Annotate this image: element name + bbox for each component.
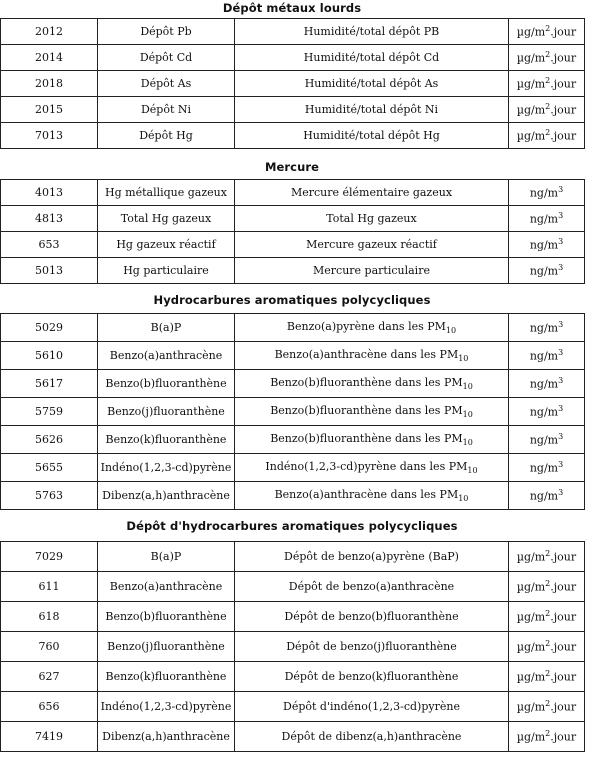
description-text: Mercure gazeux réactif <box>306 238 437 251</box>
code-cell: 5655 <box>1 454 98 482</box>
table-row <box>1 398 585 426</box>
description-cell <box>235 722 509 752</box>
description-text: Benzo(b)fluoranthène dans les PM <box>270 431 463 445</box>
pollutant-name-cell: Dépôt Hg <box>98 123 235 149</box>
unit-base: µg/m <box>516 51 546 65</box>
description-cell <box>235 398 509 426</box>
unit-cell <box>509 542 585 572</box>
unit-suffix: .jour <box>550 550 577 564</box>
unit-suffix: .jour <box>550 51 577 65</box>
pollutant-name-cell: Benzo(j)fluoranthène <box>98 632 235 662</box>
unit-exponent: 3 <box>558 211 564 221</box>
unit-exponent: 3 <box>558 376 564 386</box>
description-cell <box>235 662 509 692</box>
description-subscript: 10 <box>462 410 473 420</box>
description-text: Dépôt de benzo(b)fluoranthène <box>284 610 459 623</box>
unit-base: ng/m <box>529 321 559 335</box>
code-cell: 656 <box>1 692 98 722</box>
description-text: Dépôt de benzo(j)fluoranthène <box>286 640 457 653</box>
unit-base: ng/m <box>529 461 559 475</box>
description-text: Benzo(b)fluoranthène dans les PM <box>270 375 463 389</box>
code-cell: 5610 <box>1 342 98 370</box>
unit-suffix: .jour <box>550 129 577 143</box>
table-row <box>1 426 585 454</box>
description-text: Benzo(a)anthracène dans les PM <box>274 487 459 501</box>
code-cell: 627 <box>1 662 98 692</box>
unit-suffix: .jour <box>550 580 577 594</box>
code-cell: 5759 <box>1 398 98 426</box>
unit-exponent: 2 <box>545 579 551 589</box>
unit-cell <box>509 314 585 342</box>
pollutant-name-cell: Benzo(b)fluoranthène <box>98 370 235 398</box>
unit-base: ng/m <box>529 212 559 226</box>
unit-exponent: 3 <box>558 404 564 414</box>
pollutant-name-cell: Hg gazeux réactif <box>98 232 235 258</box>
unit-exponent: 2 <box>545 50 551 60</box>
code-cell: 7419 <box>1 722 98 752</box>
pollutant-name-cell: Dépôt As <box>98 71 235 97</box>
unit-base: µg/m <box>516 550 546 564</box>
table-row <box>1 542 585 572</box>
unit-cell <box>509 602 585 632</box>
code-cell: 5626 <box>1 426 98 454</box>
unit-cell <box>509 206 585 232</box>
code-cell: 2018 <box>1 71 98 97</box>
description-text: Dépôt d'indéno(1,2,3-cd)pyrène <box>283 700 460 713</box>
unit-base: ng/m <box>529 377 559 391</box>
unit-exponent: 2 <box>545 609 551 619</box>
unit-base: µg/m <box>516 77 546 91</box>
code-cell: 5013 <box>1 258 98 284</box>
table-row <box>1 180 585 206</box>
table-row <box>1 722 585 752</box>
description-text: Indéno(1,2,3-cd)pyrène dans les PM <box>265 459 468 473</box>
table-row <box>1 370 585 398</box>
unit-cell <box>509 454 585 482</box>
unit-exponent: 2 <box>545 699 551 709</box>
section-heading-mercury: Mercure <box>264 160 320 174</box>
description-text: Humidité/total dépôt As <box>304 77 439 90</box>
unit-cell <box>509 632 585 662</box>
unit-cell <box>509 662 585 692</box>
table-row <box>1 632 585 662</box>
unit-suffix: .jour <box>550 700 577 714</box>
pollutant-name-cell: Dibenz(a,h)anthracène <box>98 722 235 752</box>
pollutant-name-cell: Dépôt Pb <box>98 19 235 45</box>
code-cell: 2012 <box>1 19 98 45</box>
table-row <box>1 71 585 97</box>
code-cell: 5029 <box>1 314 98 342</box>
unit-base: µg/m <box>516 25 546 39</box>
table-row <box>1 45 585 71</box>
pollutant-name-cell: Hg métallique gazeux <box>98 180 235 206</box>
unit-exponent: 3 <box>558 237 564 247</box>
code-cell: 4013 <box>1 180 98 206</box>
unit-base: µg/m <box>516 640 546 654</box>
unit-base: µg/m <box>516 129 546 143</box>
code-cell: 611 <box>1 572 98 602</box>
description-text: Dépôt de dibenz(a,h)anthracène <box>281 730 462 743</box>
pollutant-name-cell: Total Hg gazeux <box>98 206 235 232</box>
unit-suffix: .jour <box>550 670 577 684</box>
table-row <box>1 19 585 45</box>
unit-cell <box>509 71 585 97</box>
description-text: Benzo(b)fluoranthène dans les PM <box>270 403 463 417</box>
description-text: Humidité/total dépôt PB <box>303 25 440 38</box>
unit-base: µg/m <box>516 610 546 624</box>
description-cell <box>235 45 509 71</box>
pollutant-name-cell: Benzo(b)fluoranthène <box>98 602 235 632</box>
unit-exponent: 2 <box>545 669 551 679</box>
description-cell <box>235 19 509 45</box>
table-pah <box>0 313 585 510</box>
description-text: Humidité/total dépôt Hg <box>303 129 440 142</box>
description-cell <box>235 97 509 123</box>
pollutant-name-cell: Dépôt Ni <box>98 97 235 123</box>
table-row <box>1 123 585 149</box>
unit-cell <box>509 370 585 398</box>
pollutant-name-cell: Hg particulaire <box>98 258 235 284</box>
unit-cell <box>509 258 585 284</box>
description-text: Dépôt de benzo(a)anthracène <box>288 580 455 593</box>
unit-exponent: 3 <box>558 488 564 498</box>
pollutant-name-cell: Benzo(a)anthracène <box>98 572 235 602</box>
unit-base: ng/m <box>529 186 559 200</box>
description-subscript: 10 <box>445 326 457 336</box>
description-cell <box>235 454 509 482</box>
table-row <box>1 454 585 482</box>
table-mercury <box>0 179 585 284</box>
code-cell: 7029 <box>1 542 98 572</box>
unit-cell <box>509 342 585 370</box>
description-text: Humidité/total dépôt Cd <box>303 51 440 64</box>
unit-cell <box>509 692 585 722</box>
description-text: Mercure particulaire <box>313 264 430 277</box>
pollutant-name-cell: Indéno(1,2,3-cd)pyrène <box>98 454 235 482</box>
code-cell: 2014 <box>1 45 98 71</box>
section-heading-heavy-metal-deposition: Dépôt métaux lourds <box>222 1 362 15</box>
code-cell: 2015 <box>1 97 98 123</box>
description-subscript: 10 <box>458 354 469 364</box>
description-cell <box>235 692 509 722</box>
pollutant-name-cell: Benzo(k)fluoranthène <box>98 662 235 692</box>
unit-suffix: .jour <box>550 610 577 624</box>
unit-base: µg/m <box>516 730 546 744</box>
unit-cell <box>509 722 585 752</box>
description-cell <box>235 232 509 258</box>
description-cell <box>235 542 509 572</box>
code-cell: 7013 <box>1 123 98 149</box>
description-text: Benzo(a)pyrène dans les PM <box>286 319 446 333</box>
unit-cell <box>509 45 585 71</box>
table-row <box>1 602 585 632</box>
unit-base: µg/m <box>516 700 546 714</box>
unit-exponent: 2 <box>545 639 551 649</box>
table-heavy-metal-deposition <box>0 18 585 149</box>
pollutant-name-cell: Benzo(j)fluoranthène <box>98 398 235 426</box>
description-cell <box>235 482 509 510</box>
unit-cell <box>509 426 585 454</box>
unit-exponent: 2 <box>545 24 551 34</box>
code-cell: 760 <box>1 632 98 662</box>
unit-base: ng/m <box>529 405 559 419</box>
unit-suffix: .jour <box>550 25 577 39</box>
description-text: Benzo(a)anthracène dans les PM <box>274 347 459 361</box>
unit-exponent: 2 <box>545 549 551 559</box>
code-cell: 5617 <box>1 370 98 398</box>
description-subscript: 10 <box>458 494 469 504</box>
description-subscript: 10 <box>462 382 473 392</box>
description-cell <box>235 342 509 370</box>
unit-exponent: 3 <box>558 263 564 273</box>
description-cell <box>235 206 509 232</box>
pollutant-name-cell: Benzo(k)fluoranthène <box>98 426 235 454</box>
table-pah-deposition <box>0 541 585 752</box>
description-cell <box>235 426 509 454</box>
unit-base: ng/m <box>529 264 559 278</box>
code-cell: 4813 <box>1 206 98 232</box>
unit-base: ng/m <box>529 489 559 503</box>
table-row <box>1 314 585 342</box>
description-cell <box>235 258 509 284</box>
table-row <box>1 258 585 284</box>
description-text: Dépôt de benzo(k)fluoranthène <box>284 670 459 683</box>
description-text: Dépôt de benzo(a)pyrène (BaP) <box>284 550 459 563</box>
pollutant-name-cell: Dibenz(a,h)anthracène <box>98 482 235 510</box>
pollutant-name-cell: Benzo(a)anthracène <box>98 342 235 370</box>
table-row <box>1 232 585 258</box>
unit-suffix: .jour <box>550 730 577 744</box>
table-row <box>1 206 585 232</box>
section-heading-pah: Hydrocarbures aromatiques polycycliques <box>153 293 431 307</box>
table-row <box>1 97 585 123</box>
unit-cell <box>509 232 585 258</box>
unit-base: ng/m <box>529 349 559 363</box>
unit-suffix: .jour <box>550 103 577 117</box>
table-row <box>1 662 585 692</box>
code-cell: 5763 <box>1 482 98 510</box>
code-cell: 618 <box>1 602 98 632</box>
table-row <box>1 482 585 510</box>
unit-exponent: 3 <box>558 460 564 470</box>
pollutant-name-cell: Indéno(1,2,3-cd)pyrène <box>98 692 235 722</box>
description-cell <box>235 370 509 398</box>
unit-exponent: 2 <box>545 76 551 86</box>
table-row <box>1 572 585 602</box>
unit-base: µg/m <box>516 580 546 594</box>
description-text: Humidité/total dépôt Ni <box>304 103 439 116</box>
unit-exponent: 2 <box>545 729 551 739</box>
unit-cell <box>509 398 585 426</box>
description-cell <box>235 632 509 662</box>
unit-cell <box>509 180 585 206</box>
table-row <box>1 342 585 370</box>
unit-suffix: .jour <box>550 77 577 91</box>
pollutant-name-cell: B(a)P <box>98 542 235 572</box>
description-cell <box>235 314 509 342</box>
unit-exponent: 3 <box>558 185 564 195</box>
description-cell <box>235 180 509 206</box>
unit-cell <box>509 482 585 510</box>
unit-cell <box>509 123 585 149</box>
unit-base: ng/m <box>529 433 559 447</box>
section-heading-pah-deposition: Dépôt d'hydrocarbures aromatiques polycycliques <box>126 519 458 533</box>
unit-cell <box>509 572 585 602</box>
description-cell <box>235 71 509 97</box>
unit-exponent: 3 <box>558 348 564 358</box>
unit-base: µg/m <box>516 103 546 117</box>
unit-exponent: 3 <box>558 320 564 330</box>
description-subscript: 10 <box>462 438 473 448</box>
unit-exponent: 2 <box>545 102 551 112</box>
table-row <box>1 692 585 722</box>
unit-cell <box>509 97 585 123</box>
unit-cell <box>509 19 585 45</box>
description-subscript: 10 <box>467 466 478 476</box>
unit-exponent: 3 <box>558 432 564 442</box>
unit-base: µg/m <box>516 670 546 684</box>
description-text: Total Hg gazeux <box>326 212 417 225</box>
description-cell <box>235 572 509 602</box>
unit-exponent: 2 <box>545 128 551 138</box>
code-cell: 653 <box>1 232 98 258</box>
unit-suffix: .jour <box>550 640 577 654</box>
pollutant-name-cell: B(a)P <box>98 314 235 342</box>
pollutant-name-cell: Dépôt Cd <box>98 45 235 71</box>
unit-base: ng/m <box>529 238 559 252</box>
description-text: Mercure élémentaire gazeux <box>290 186 453 199</box>
description-cell <box>235 602 509 632</box>
description-cell <box>235 123 509 149</box>
